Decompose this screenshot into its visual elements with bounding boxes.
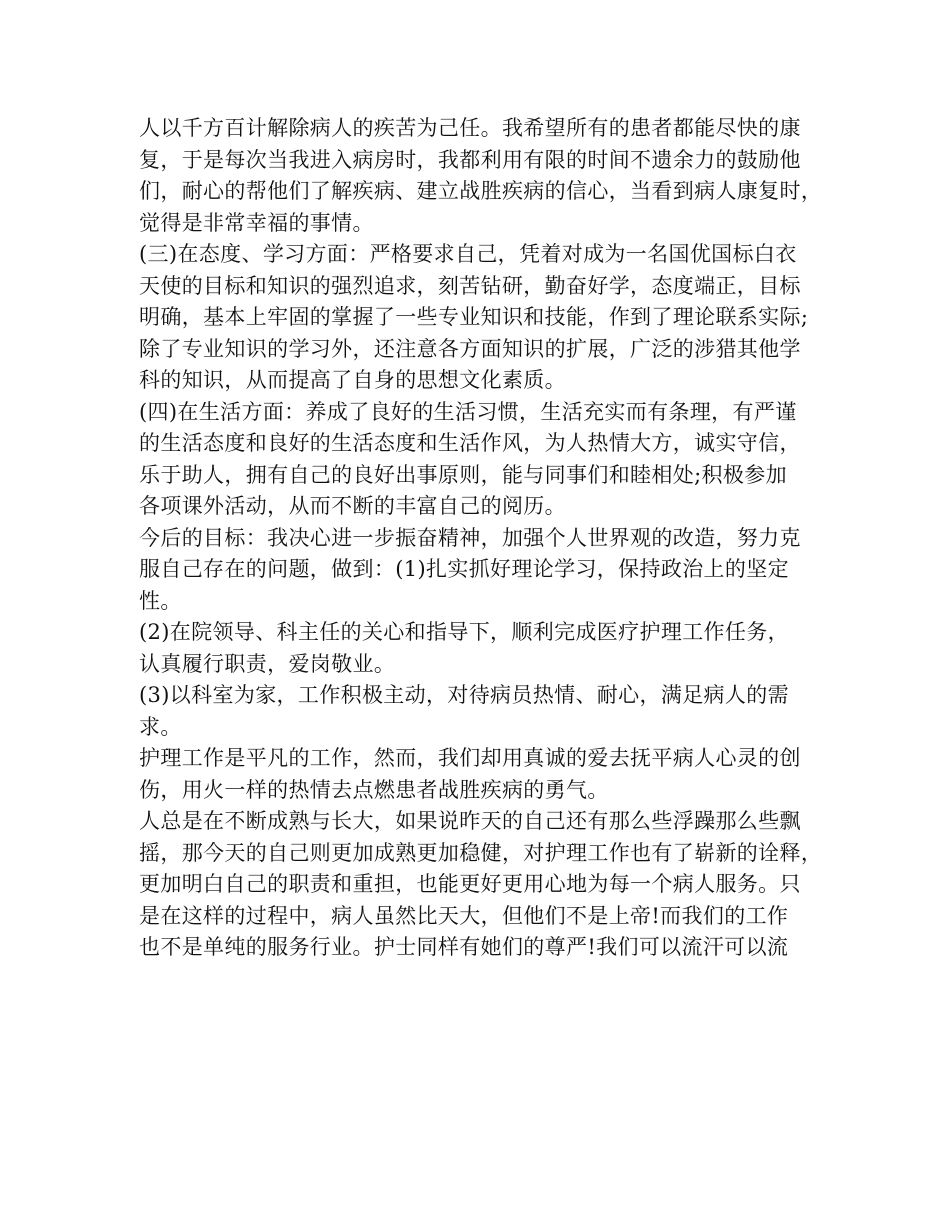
text-line: 是在这样的过程中，病人虽然比天大，但他们不是上帝!而我们的工作: [139, 903, 789, 928]
text-line: 今后的目标：我决心进一步振奋精神，加强个人世界观的改造，努力克: [139, 525, 801, 550]
text-line: 的生活态度和良好的生活态度和生活作风，为人热情大方，诚实守信，: [139, 431, 801, 455]
text-line: 也不是单纯的服务行业。护士同样有她们的尊严!我们可以流汗可以流: [139, 935, 789, 959]
text-line: (四)在生活方面：养成了良好的生活习惯，生活充实而有条理，有严谨: [139, 399, 797, 424]
text-line: 摇，那今天的自己则更加成熟更加稳健，对护理工作也有了崭新的诠释，: [139, 840, 823, 865]
body-text: [139, 113, 830, 964]
text-line: (3)以科室为家，工作积极主动，对待病员热情、耐心，满足病人的需: [139, 683, 789, 707]
text-line: 更加明白自己的职责和重担，也能更好更用心地为每一个病人服务。只: [139, 872, 801, 896]
text-line: 伤，用火一样的热情去点燃患者战胜疾病的勇气。: [139, 777, 609, 802]
text-line: 认真履行职责，爱岗敬业。: [139, 651, 396, 676]
text-line: 服自己存在的问题，做到：(1)扎实抓好理论学习，保持政治上的坚定: [139, 557, 789, 581]
text-line: 乐于助人，拥有自己的良好出事原则，能与同事们和睦相处;积极参加: [139, 462, 787, 487]
text-line: 人总是在不断成熟与长大，如果说昨天的自己还有那么些浮躁那么些飘: [139, 809, 801, 833]
text-line: 求。: [139, 714, 182, 739]
text-line: 人以千方百计解除病人的疾苦为己任。我希望所有的患者都能尽快的康: [139, 116, 801, 140]
text-line: 觉得是非常幸福的事情。: [139, 210, 374, 235]
text-line: 明确，基本上牢固的掌握了一些专业知识和技能，作到了理论联系实际;: [139, 305, 809, 329]
text-line: 除了专业知识的学习外，还注意各方面知识的扩展，广泛的涉猎其他学: [139, 336, 801, 361]
text-line: 们，耐心的帮他们了解疾病、建立战胜疾病的信心，当看到病人康复时，: [139, 179, 823, 203]
text-line: 护理工作是平凡的工作，然而，我们却用真诚的爱去抚平病人心灵的创: [139, 746, 801, 770]
text-line: (三)在态度、学习方面：严格要求自己，凭着对成为一名国优国标白衣: [139, 242, 797, 266]
text-line: 复，于是每次当我进入病房时，我都利用有限的时间不遗余力的鼓励他: [139, 147, 801, 172]
text-line: (2)在院领导、科主任的关心和指导下，顺利完成医疗护理工作任务，: [139, 620, 789, 644]
text-line: 天使的目标和知识的强烈追求，刻苦钻研，勤奋好学，态度端正，目标: [139, 273, 801, 298]
text-line: 科的知识，从而提高了自身的思想文化素质。: [139, 368, 566, 392]
text-line: 性。: [139, 588, 182, 613]
text-line: 各项课外活动，从而不断的丰富自己的阅历。: [139, 494, 566, 518]
